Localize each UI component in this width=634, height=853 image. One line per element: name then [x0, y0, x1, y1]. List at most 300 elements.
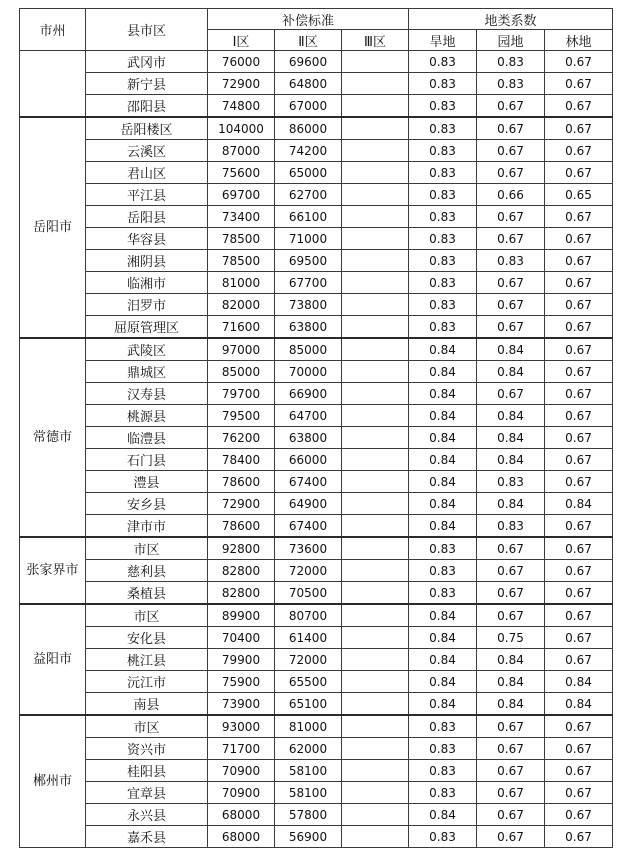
zone-1-value: 78400 [208, 449, 275, 471]
table-row [20, 117, 613, 140]
county-cell: 鼎城区 [86, 361, 208, 383]
dry-land-coefficient: 0.83 [409, 117, 477, 140]
header-zone-3: Ⅲ区 [342, 30, 409, 51]
county-cell: 武陵区 [86, 338, 208, 361]
zone-1-value: 104000 [208, 117, 275, 140]
table-row [20, 206, 613, 228]
county-cell: 安化县 [86, 627, 208, 649]
dry-land-coefficient: 0.83 [409, 826, 477, 848]
zone-3-value [342, 383, 409, 405]
dry-land-coefficient: 0.84 [409, 383, 477, 405]
city-cell: 郴州市 [20, 715, 86, 848]
zone-1-value: 71600 [208, 316, 275, 339]
zone-3-value [342, 649, 409, 671]
zone-3-value [342, 206, 409, 228]
zone-2-value: 67400 [275, 471, 342, 493]
zone-2-value: 66000 [275, 449, 342, 471]
zone-3-value [342, 537, 409, 560]
dry-land-coefficient: 0.83 [409, 738, 477, 760]
zone-1-value: 76200 [208, 427, 275, 449]
zone-3-value [342, 671, 409, 693]
zone-2-value: 86000 [275, 117, 342, 140]
garden-land-coefficient: 0.67 [477, 294, 545, 316]
zone-1-value: 89900 [208, 604, 275, 627]
zone-3-value [342, 361, 409, 383]
county-cell: 岳阳楼区 [86, 117, 208, 140]
zone-3-value [342, 228, 409, 250]
forest-land-coefficient: 0.67 [545, 272, 613, 294]
zone-2-value: 80700 [275, 604, 342, 627]
zone-2-value: 62000 [275, 738, 342, 760]
dry-land-coefficient: 0.83 [409, 316, 477, 339]
zone-3-value [342, 250, 409, 272]
garden-land-coefficient: 0.84 [477, 449, 545, 471]
county-cell: 临澧县 [86, 427, 208, 449]
county-cell: 平江县 [86, 184, 208, 206]
dry-land-coefficient: 0.84 [409, 338, 477, 361]
county-cell: 君山区 [86, 162, 208, 184]
zone-1-value: 75600 [208, 162, 275, 184]
zone-1-value: 82000 [208, 294, 275, 316]
zone-3-value [342, 515, 409, 538]
dry-land-coefficient: 0.83 [409, 715, 477, 738]
garden-land-coefficient: 0.84 [477, 427, 545, 449]
dry-land-coefficient: 0.84 [409, 427, 477, 449]
forest-land-coefficient: 0.67 [545, 515, 613, 538]
forest-land-coefficient: 0.67 [545, 95, 613, 118]
garden-land-coefficient: 0.67 [477, 782, 545, 804]
table-row [20, 493, 613, 515]
zone-2-value: 56900 [275, 826, 342, 848]
zone-3-value [342, 449, 409, 471]
garden-land-coefficient: 0.75 [477, 627, 545, 649]
dry-land-coefficient: 0.83 [409, 782, 477, 804]
county-cell: 岳阳县 [86, 206, 208, 228]
zone-1-value: 69700 [208, 184, 275, 206]
forest-land-coefficient: 0.67 [545, 405, 613, 427]
garden-land-coefficient: 0.67 [477, 316, 545, 339]
garden-land-coefficient: 0.67 [477, 582, 545, 605]
garden-land-coefficient: 0.67 [477, 162, 545, 184]
zone-2-value: 81000 [275, 715, 342, 738]
forest-land-coefficient: 0.67 [545, 361, 613, 383]
zone-1-value: 74800 [208, 95, 275, 118]
zone-3-value [342, 738, 409, 760]
county-cell: 市区 [86, 715, 208, 738]
garden-land-coefficient: 0.84 [477, 493, 545, 515]
table-row [20, 760, 613, 782]
garden-land-coefficient: 0.67 [477, 272, 545, 294]
county-cell: 南县 [86, 693, 208, 716]
dry-land-coefficient: 0.84 [409, 405, 477, 427]
table-row [20, 73, 613, 95]
zone-3-value [342, 804, 409, 826]
city-cell: 常德市 [20, 338, 86, 537]
forest-land-coefficient: 0.67 [545, 738, 613, 760]
table-row [20, 649, 613, 671]
zone-1-value: 92800 [208, 537, 275, 560]
county-cell: 资兴市 [86, 738, 208, 760]
compensation-table [19, 8, 613, 848]
county-cell: 桑植县 [86, 582, 208, 605]
garden-land-coefficient: 0.66 [477, 184, 545, 206]
city-cell: 岳阳市 [20, 117, 86, 338]
county-cell: 澧县 [86, 471, 208, 493]
city-cell: 张家界市 [20, 537, 86, 604]
zone-1-value: 79500 [208, 405, 275, 427]
dry-land-coefficient: 0.83 [409, 537, 477, 560]
zone-2-value: 66900 [275, 383, 342, 405]
table-row [20, 715, 613, 738]
zone-3-value [342, 272, 409, 294]
zone-1-value: 78500 [208, 250, 275, 272]
forest-land-coefficient: 0.67 [545, 826, 613, 848]
zone-2-value: 57800 [275, 804, 342, 826]
forest-land-coefficient: 0.67 [545, 649, 613, 671]
forest-land-coefficient: 0.84 [545, 693, 613, 716]
table-row [20, 449, 613, 471]
zone-3-value [342, 427, 409, 449]
garden-land-coefficient: 0.84 [477, 361, 545, 383]
dry-land-coefficient: 0.83 [409, 162, 477, 184]
zone-2-value: 66100 [275, 206, 342, 228]
table-row [20, 826, 613, 848]
zone-1-value: 71700 [208, 738, 275, 760]
county-cell: 汨罗市 [86, 294, 208, 316]
county-cell: 新宁县 [86, 73, 208, 95]
garden-land-coefficient: 0.84 [477, 671, 545, 693]
garden-land-coefficient: 0.67 [477, 760, 545, 782]
county-cell: 云溪区 [86, 140, 208, 162]
zone-3-value [342, 604, 409, 627]
zone-2-value: 64900 [275, 493, 342, 515]
dry-land-coefficient: 0.83 [409, 582, 477, 605]
table-row [20, 693, 613, 716]
zone-3-value [342, 627, 409, 649]
zone-1-value: 78500 [208, 228, 275, 250]
header-land-coefficient: 地类系数 [409, 9, 613, 30]
table-row [20, 228, 613, 250]
garden-land-coefficient: 0.67 [477, 383, 545, 405]
table-row [20, 51, 613, 73]
forest-land-coefficient: 0.84 [545, 493, 613, 515]
table-row [20, 515, 613, 538]
garden-land-coefficient: 0.67 [477, 228, 545, 250]
zone-1-value: 70900 [208, 782, 275, 804]
dry-land-coefficient: 0.83 [409, 560, 477, 582]
forest-land-coefficient: 0.67 [545, 449, 613, 471]
garden-land-coefficient: 0.67 [477, 738, 545, 760]
garden-land-coefficient: 0.67 [477, 804, 545, 826]
county-cell: 安乡县 [86, 493, 208, 515]
zone-3-value [342, 184, 409, 206]
dry-land-coefficient: 0.84 [409, 627, 477, 649]
zone-3-value [342, 471, 409, 493]
zone-3-value [342, 715, 409, 738]
zone-3-value [342, 73, 409, 95]
county-cell: 宜章县 [86, 782, 208, 804]
dry-land-coefficient: 0.84 [409, 671, 477, 693]
dry-land-coefficient: 0.84 [409, 361, 477, 383]
zone-2-value: 70500 [275, 582, 342, 605]
garden-land-coefficient: 0.67 [477, 537, 545, 560]
forest-land-coefficient: 0.67 [545, 228, 613, 250]
dry-land-coefficient: 0.83 [409, 73, 477, 95]
city-cell [20, 51, 86, 118]
zone-2-value: 63800 [275, 427, 342, 449]
dry-land-coefficient: 0.84 [409, 471, 477, 493]
zone-2-value: 65100 [275, 693, 342, 716]
forest-land-coefficient: 0.67 [545, 537, 613, 560]
zone-1-value: 75900 [208, 671, 275, 693]
zone-1-value: 81000 [208, 272, 275, 294]
county-cell: 慈利县 [86, 560, 208, 582]
dry-land-coefficient: 0.83 [409, 250, 477, 272]
zone-1-value: 78600 [208, 471, 275, 493]
zone-2-value: 67000 [275, 95, 342, 118]
zone-2-value: 72000 [275, 560, 342, 582]
forest-land-coefficient: 0.67 [545, 782, 613, 804]
garden-land-coefficient: 0.83 [477, 73, 545, 95]
county-cell: 津市市 [86, 515, 208, 538]
forest-land-coefficient: 0.67 [545, 250, 613, 272]
county-cell: 临湘市 [86, 272, 208, 294]
zone-2-value: 85000 [275, 338, 342, 361]
zone-1-value: 72900 [208, 73, 275, 95]
zone-3-value [342, 560, 409, 582]
header-zone-1: Ⅰ区 [208, 30, 275, 51]
forest-land-coefficient: 0.67 [545, 294, 613, 316]
table-row [20, 316, 613, 339]
table-row [20, 294, 613, 316]
forest-land-coefficient: 0.67 [545, 715, 613, 738]
forest-land-coefficient: 0.67 [545, 383, 613, 405]
header-garden-land: 园地 [477, 30, 545, 51]
zone-2-value: 64700 [275, 405, 342, 427]
zone-3-value [342, 162, 409, 184]
zone-3-value [342, 95, 409, 118]
county-cell: 市区 [86, 604, 208, 627]
county-cell: 沅江市 [86, 671, 208, 693]
forest-land-coefficient: 0.67 [545, 627, 613, 649]
zone-1-value: 79700 [208, 383, 275, 405]
forest-land-coefficient: 0.67 [545, 206, 613, 228]
zone-3-value [342, 493, 409, 515]
city-cell: 益阳市 [20, 604, 86, 715]
forest-land-coefficient: 0.67 [545, 604, 613, 627]
zone-2-value: 61400 [275, 627, 342, 649]
table-row [20, 95, 613, 118]
table-row [20, 627, 613, 649]
dry-land-coefficient: 0.83 [409, 51, 477, 73]
zone-2-value: 63800 [275, 316, 342, 339]
zone-3-value [342, 405, 409, 427]
dry-land-coefficient: 0.83 [409, 184, 477, 206]
zone-1-value: 70900 [208, 760, 275, 782]
garden-land-coefficient: 0.83 [477, 51, 545, 73]
forest-land-coefficient: 0.67 [545, 117, 613, 140]
zone-2-value: 70000 [275, 361, 342, 383]
zone-2-value: 58100 [275, 760, 342, 782]
zone-1-value: 68000 [208, 826, 275, 848]
table-row [20, 537, 613, 560]
zone-2-value: 67400 [275, 515, 342, 538]
table-row [20, 338, 613, 361]
garden-land-coefficient: 0.84 [477, 649, 545, 671]
zone-1-value: 70400 [208, 627, 275, 649]
dry-land-coefficient: 0.83 [409, 760, 477, 782]
county-cell: 武冈市 [86, 51, 208, 73]
zone-3-value [342, 117, 409, 140]
garden-land-coefficient: 0.67 [477, 604, 545, 627]
county-cell: 邵阳县 [86, 95, 208, 118]
table-header [20, 9, 613, 51]
table-row [20, 184, 613, 206]
zone-3-value [342, 316, 409, 339]
county-cell: 汉寿县 [86, 383, 208, 405]
zone-1-value: 82800 [208, 582, 275, 605]
garden-land-coefficient: 0.67 [477, 140, 545, 162]
header-county: 县市区 [86, 9, 208, 51]
forest-land-coefficient: 0.67 [545, 760, 613, 782]
garden-land-coefficient: 0.83 [477, 471, 545, 493]
zone-3-value [342, 338, 409, 361]
garden-land-coefficient: 0.67 [477, 560, 545, 582]
zone-1-value: 78600 [208, 515, 275, 538]
table-row [20, 361, 613, 383]
zone-3-value [342, 140, 409, 162]
table-row [20, 804, 613, 826]
table-row [20, 405, 613, 427]
table-row [20, 272, 613, 294]
zone-3-value [342, 782, 409, 804]
county-cell: 永兴县 [86, 804, 208, 826]
county-cell: 桂阳县 [86, 760, 208, 782]
garden-land-coefficient: 0.67 [477, 206, 545, 228]
table-row [20, 738, 613, 760]
forest-land-coefficient: 0.67 [545, 582, 613, 605]
zone-1-value: 85000 [208, 361, 275, 383]
zone-2-value: 64800 [275, 73, 342, 95]
county-cell: 华容县 [86, 228, 208, 250]
dry-land-coefficient: 0.83 [409, 228, 477, 250]
forest-land-coefficient: 0.67 [545, 560, 613, 582]
county-cell: 屈原管理区 [86, 316, 208, 339]
dry-land-coefficient: 0.84 [409, 804, 477, 826]
zone-1-value: 97000 [208, 338, 275, 361]
zone-2-value: 65000 [275, 162, 342, 184]
zone-3-value [342, 51, 409, 73]
table-row [20, 250, 613, 272]
garden-land-coefficient: 0.67 [477, 95, 545, 118]
zone-2-value: 74200 [275, 140, 342, 162]
zone-3-value [342, 826, 409, 848]
table-row [20, 582, 613, 605]
forest-land-coefficient: 0.67 [545, 162, 613, 184]
dry-land-coefficient: 0.84 [409, 649, 477, 671]
document-page [19, 8, 612, 848]
zone-3-value [342, 294, 409, 316]
forest-land-coefficient: 0.67 [545, 140, 613, 162]
zone-2-value: 73600 [275, 537, 342, 560]
garden-land-coefficient: 0.67 [477, 715, 545, 738]
dry-land-coefficient: 0.83 [409, 95, 477, 118]
garden-land-coefficient: 0.67 [477, 117, 545, 140]
forest-land-coefficient: 0.67 [545, 471, 613, 493]
zone-1-value: 72900 [208, 493, 275, 515]
dry-land-coefficient: 0.84 [409, 449, 477, 471]
dry-land-coefficient: 0.84 [409, 493, 477, 515]
county-cell: 市区 [86, 537, 208, 560]
forest-land-coefficient: 0.67 [545, 804, 613, 826]
zone-2-value: 72000 [275, 649, 342, 671]
forest-land-coefficient: 0.67 [545, 73, 613, 95]
table-row [20, 560, 613, 582]
county-cell: 湘阴县 [86, 250, 208, 272]
dry-land-coefficient: 0.84 [409, 604, 477, 627]
county-cell: 桃源县 [86, 405, 208, 427]
county-cell: 嘉禾县 [86, 826, 208, 848]
county-cell: 石门县 [86, 449, 208, 471]
zone-1-value: 76000 [208, 51, 275, 73]
dry-land-coefficient: 0.83 [409, 206, 477, 228]
forest-land-coefficient: 0.67 [545, 51, 613, 73]
zone-2-value: 71000 [275, 228, 342, 250]
forest-land-coefficient: 0.67 [545, 316, 613, 339]
garden-land-coefficient: 0.67 [477, 826, 545, 848]
table-row [20, 162, 613, 184]
table-body [20, 51, 613, 848]
zone-2-value: 58100 [275, 782, 342, 804]
garden-land-coefficient: 0.84 [477, 693, 545, 716]
header-compensation-standard: 补偿标准 [208, 9, 409, 30]
header-dry-land: 旱地 [409, 30, 477, 51]
forest-land-coefficient: 0.67 [545, 338, 613, 361]
dry-land-coefficient: 0.83 [409, 140, 477, 162]
zone-1-value: 79900 [208, 649, 275, 671]
county-cell: 桃江县 [86, 649, 208, 671]
garden-land-coefficient: 0.83 [477, 515, 545, 538]
zone-3-value [342, 582, 409, 605]
table-row [20, 427, 613, 449]
zone-3-value [342, 693, 409, 716]
forest-land-coefficient: 0.67 [545, 427, 613, 449]
dry-land-coefficient: 0.83 [409, 294, 477, 316]
table-row [20, 383, 613, 405]
garden-land-coefficient: 0.84 [477, 405, 545, 427]
header-zone-2: Ⅱ区 [275, 30, 342, 51]
forest-land-coefficient: 0.65 [545, 184, 613, 206]
dry-land-coefficient: 0.83 [409, 272, 477, 294]
zone-2-value: 73800 [275, 294, 342, 316]
zone-1-value: 93000 [208, 715, 275, 738]
zone-2-value: 69600 [275, 51, 342, 73]
dry-land-coefficient: 0.84 [409, 693, 477, 716]
header-city: 市州 [20, 9, 86, 51]
zone-1-value: 82800 [208, 560, 275, 582]
zone-2-value: 65500 [275, 671, 342, 693]
zone-2-value: 62700 [275, 184, 342, 206]
table-row [20, 604, 613, 627]
table-row [20, 140, 613, 162]
zone-1-value: 73900 [208, 693, 275, 716]
garden-land-coefficient: 0.83 [477, 250, 545, 272]
table-row [20, 671, 613, 693]
zone-1-value: 87000 [208, 140, 275, 162]
header-forest-land: 林地 [545, 30, 613, 51]
zone-1-value: 68000 [208, 804, 275, 826]
garden-land-coefficient: 0.84 [477, 338, 545, 361]
